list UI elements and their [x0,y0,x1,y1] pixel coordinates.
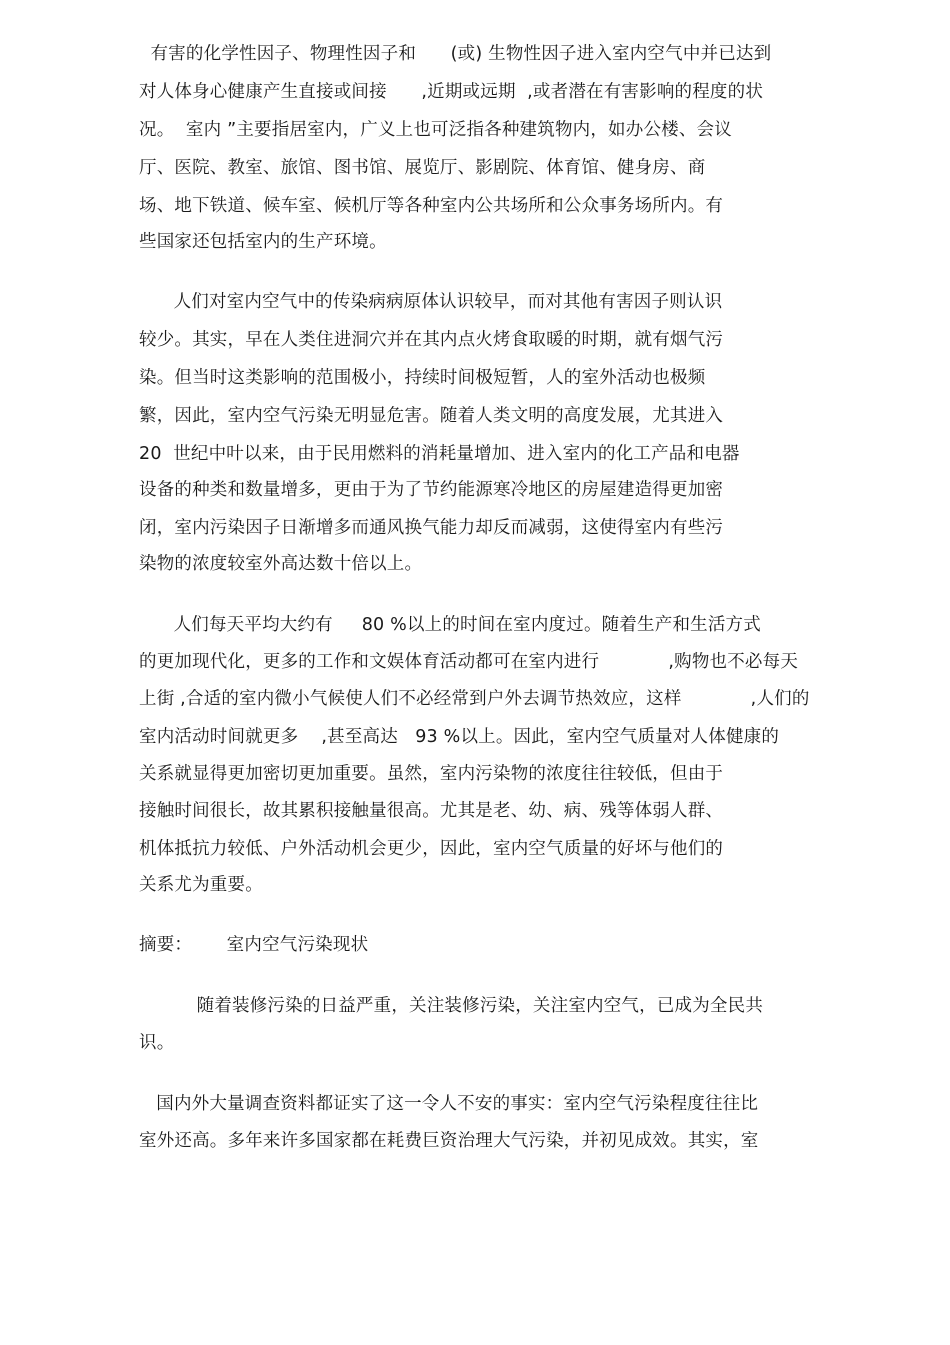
paragraph-3-line-5: 关系就显得更加密切更加重要。虽然，室内污染物的浓度往往较低，但由于 [139,764,724,784]
paragraph-1-line-3: 况。 室内 ”主要指居室内，广义上也可泛指各种建筑物内，如办公楼、会议 [139,120,732,140]
paragraph-2-line-5: 20 世纪中叶以来，由于民用燃料的消耗量增加、进入室内的化工产品和电器 [139,444,740,464]
paragraph-4-line-1: 随着装修污染的日益严重，关注装修污染，关注室内空气，已成为全民共 [139,996,764,1016]
paragraph-2-line-7: 闭，室内污染因子日渐增多而通风换气能力却反而减弱，这使得室内有些污 [139,518,724,538]
paragraph-1-line-5: 场、地下铁道、候车室、候机厅等各种室内公共场所和公众事务场所内。有 [139,196,724,216]
abstract-heading: 摘要： 室内空气污染现状 [139,935,369,955]
paragraph-3-line-7: 机体抵抗力较低、户外活动机会更少，因此，室内空气质量的好坏与他们的 [139,839,724,859]
paragraph-5-line-2: 室外还高。多年来许多国家都在耗费巨资治理大气污染，并初见成效。其实，室 [139,1131,759,1151]
paragraph-1-line-1: 有害的化学性因子、物理性因子和 (或) 生物性因子进入室内空气中并已达到 [139,44,772,64]
paragraph-3-line-2: 的更加现代化，更多的工作和文娱体育活动都可在室内进行 ,购物也不必每天 [139,652,799,672]
paragraph-3-line-6: 接触时间很长，故其累积接触量很高。尤其是老、幼、病、残等体弱人群、 [139,801,724,821]
paragraph-2-line-1: 人们对室内空气中的传染病病原体认识较早，而对其他有害因子则认识 [139,292,723,312]
paragraph-1-line-4: 厅、医院、教室、旅馆、图书馆、展览厅、影剧院、体育馆、健身房、商 [139,158,706,178]
paragraph-2-line-2: 较少。其实，早在人类住进洞穴并在其内点火烤食取暖的时期，就有烟气污 [139,330,724,350]
paragraph-3-line-3: 上街 ,合适的室内微小气候使人们不必经常到户外去调节热效应，这样 ,人们的 [139,689,810,709]
paragraph-1-line-6: 些国家还包括室内的生产环境。 [139,232,387,252]
paragraph-2-line-8: 染物的浓度较室外高达数十倍以上。 [139,554,423,574]
paragraph-2-line-4: 繁，因此，室内空气污染无明显危害。随着人类文明的高度发展，尤其进入 [139,406,724,426]
paragraph-5-line-1: 国内外大量调查资料都证实了这一令人不安的事实：室内空气污染程度往往比 [139,1094,759,1114]
paragraph-2-line-6: 设备的种类和数量增多，更由于为了节约能源寒冷地区的房屋建造得更加密 [139,480,724,500]
paragraph-4-line-2: 识。 [139,1033,175,1053]
paragraph-2-line-3: 染。但当时这类影响的范围极小，持续时间极短暂，人的室外活动也极频 [139,368,706,388]
paragraph-1-line-2: 对人体身心健康产生直接或间接 ,近期或远期 ,或者潜在有害影响的程度的状 [139,82,764,102]
paragraph-3-line-4: 室内活动时间就更多 ,甚至高达 93 %以上。因此，室内空气质量对人体健康的 [139,727,780,747]
paragraph-3-line-1: 人们每天平均大约有 80 %以上的时间在室内度过。随着生产和生活方式 [139,615,761,635]
paragraph-3-line-8: 关系尤为重要。 [139,875,263,895]
